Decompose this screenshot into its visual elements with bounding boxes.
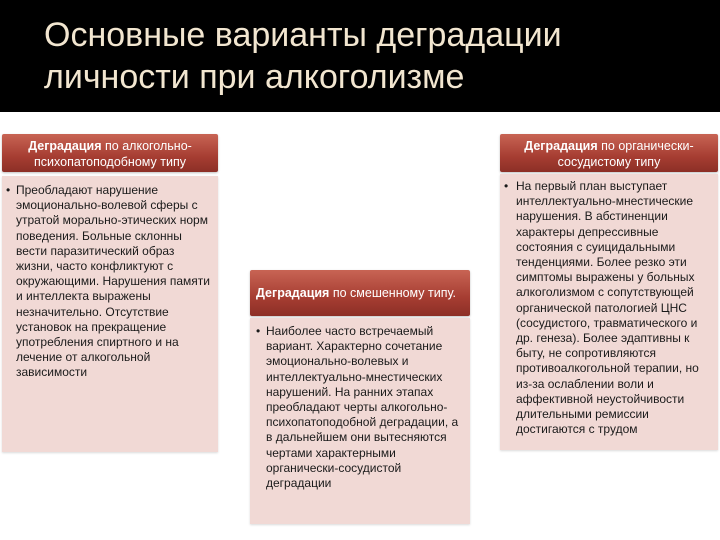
slide-title: Основные варианты деградации личности при алкоголизме [44,16,562,96]
left-header-bold: Деградация [28,139,102,153]
middle-bullet-icon: • [256,324,261,338]
middle-header-bold: Деградация [256,286,330,300]
middle-body-text: Наиболее часто встречаемый вариант. Характерно сочетание эмоционально-волевых и интеллектуально-мнестических нарушений. На ранних этапах преобладают черты алкогольно-психопатоподобной деградации, а в дальнейшем они вытесняются чертами характерными органически-сосудистой деградации [266,324,459,491]
right-bullet-icon: • [504,179,509,193]
left-header [2,134,218,172]
middle-header-rest: по смешенному типу. [329,286,456,300]
right-header-rest: по органически-сосудистому типу [557,139,694,169]
right-body [500,174,718,450]
right-header [500,134,718,172]
middle-bullet-item [256,324,462,491]
right-body-text: На первый план выступает интеллектуально-мнестические нарушения. В абстиненции характеры депрессивные состояния с суицидальными тенденциями. Более резко эти симптомы выражены у больных алкоголизмом с сопутствующей органической патологией ЦНС (сосудистого, травматического и др. генеза). Более эдаптивны к быту, не сопротивляются противоалкогольной терапии, но из-за ослаблении воли и аффективной неустойчивости длительными ремиссии достигаются с трудом [516,179,699,437]
left-bullet-icon: • [6,183,11,197]
left-bullet-item [6,183,212,381]
right-header-bold: Деградация [524,139,598,153]
middle-header [250,270,470,316]
title-band [0,0,720,112]
middle-body [250,318,470,524]
left-body [2,176,218,452]
right-bullet-item [504,179,712,437]
left-header-rest: по алкогольно-психопатоподобному типу [34,139,192,169]
left-body-text: Преобладают нарушение эмоционально-волевой сферы с утратой морально-этических норм поведения. Больные склонны вести паразитический образ жизни, часто конфликтуют с окружающими. Нарушения памяти и интеллекта выражены незначительно. Отсутствие установок на прекращение употребления спиртного и на лечение от алкогольной зависимости [16,183,210,380]
